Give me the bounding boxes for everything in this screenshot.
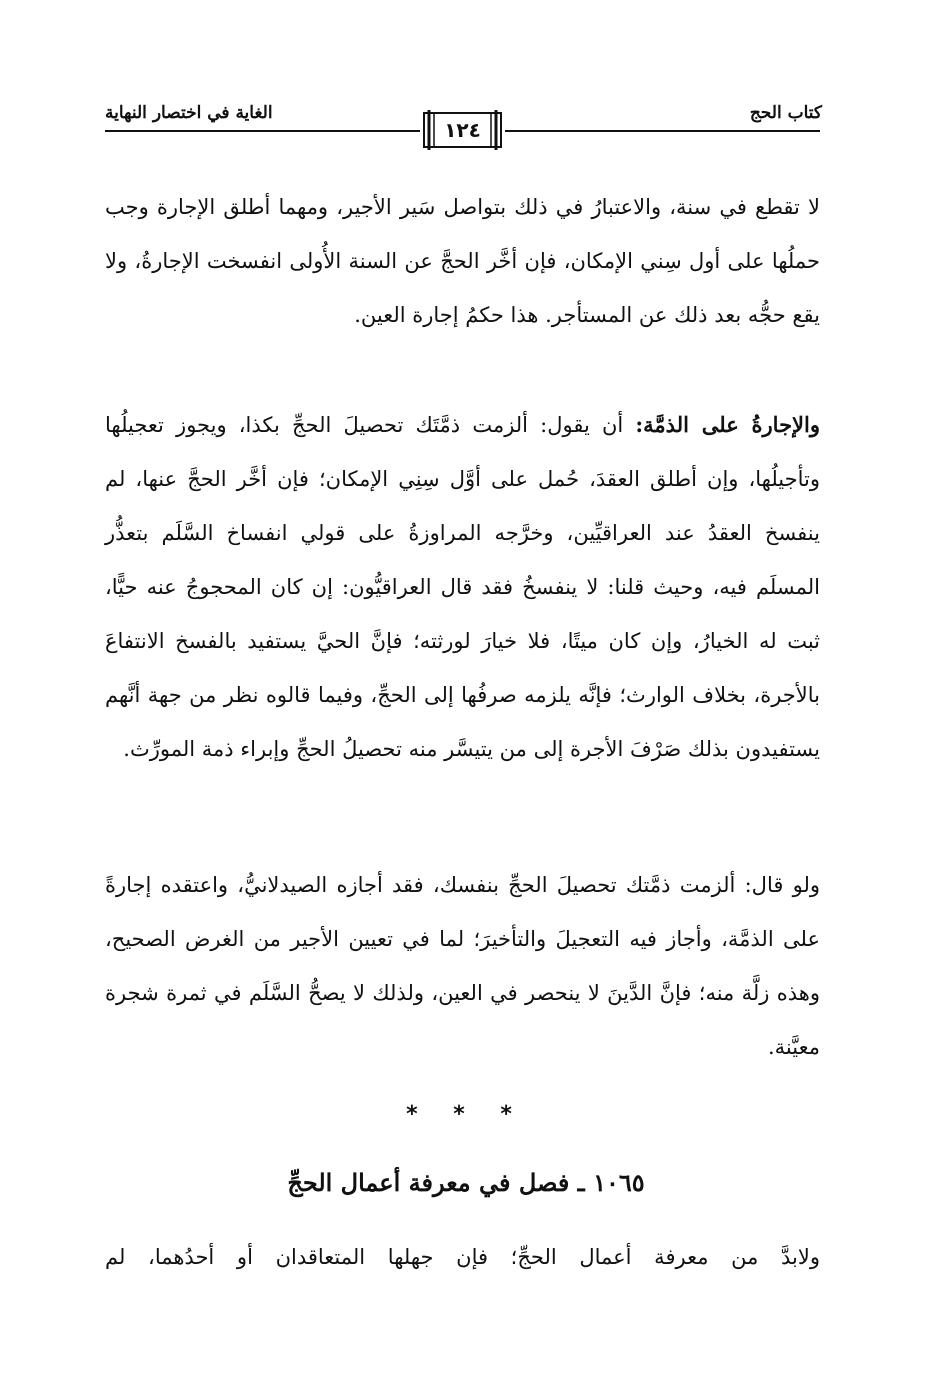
paragraph-3: ولو قال: ألزمت ذمَّتك تحصيلَ الحجِّ بنفسك، فقد أجازه الصيدلانيُّ، واعتقده إجارةً على الذمَّة، وأجاز فيه التعجيلَ والتأخيرَ؛ لما في تعيين الأجير من الغرض الصحيح، وهذه زلَّة منه؛ فإنَّ الدَّينَ لا ينحصر في العين، ولذلك لا يصحُّ السَّلَم في ثمرة شجرة معيَّنة. bbox=[105, 873, 820, 1059]
running-header-book-title: الغاية في اختصار النهاية bbox=[105, 103, 273, 123]
header-rule-left bbox=[105, 130, 420, 132]
page-number-box bbox=[420, 110, 505, 150]
paragraph-2 bbox=[105, 398, 820, 776]
section-first-line: ولابدَّ من معرفة أعمال الحجِّ؛ فإن جهلها المتعاقدان أو أحدُهما، لم bbox=[105, 1245, 820, 1269]
paragraph-2-text: أن يقول: ألزمت ذمَّتَك تحصيلَ الحجِّ بكذا، ويجوز تعجيلُها وتأجيلُها، وإن أطلق العقدَ، حُمل على أوَّل سِنِي الإمكان؛ فإن أخَّر الحجَّ عنها، لم ينفسخ العقدُ عند العراقيِّين، وخرَّجه المراوزةُ على قولي انفساخ السَّلَم بتعذُّر المسلَم فيه، وحيث قلنا: لا ينفسخُ فقد قال العراقيُّون: إن كان المحجوجُ عنه حيًّا، ثبت له الخيارُ، وإن كان ميتًا، فلا خيارَ لورثته؛ فإنَّ الحيَّ يستفيد بالفسخ الانتفاعَ بالأجرة، بخلاف الوارث؛ فإنَّه يلزمه صرفُها إلى الحجِّ، وفيما قالوه نظر من جهة أنَّهم يستفيدون بذلك صَرْفَ الأجرة إلى من يتيسَّر منه تحصيلُ الحجِّ وإبراء ذمة المورِّث. bbox=[105, 413, 820, 761]
paragraph-2-lead: والإجارةُ على الذمَّة: bbox=[635, 412, 820, 437]
section-heading: ١٠٦٥ ـ فصل في معرفة أعمال الحجِّ bbox=[287, 1168, 645, 1197]
page-number: ١٢٤ bbox=[444, 118, 481, 142]
section-separator: * * * bbox=[406, 1102, 526, 1127]
running-header-chapter: كتاب الحج bbox=[749, 103, 822, 123]
paragraph-1: لا تقطع في سنة، والاعتبارُ في ذلك بتواصل سَير الأجير، ومهما أطلق الإجارة وجب حملُها على أول سِني الإمكان، فإن أخَّر الحجَّ عن السنة الأُولى انفسخت الإجارةُ، ولا يقع حجُّه بعد ذلك عن المستأجر. هذا حكمُ إجارة العين. bbox=[105, 195, 820, 327]
header-rule-right bbox=[505, 130, 820, 132]
